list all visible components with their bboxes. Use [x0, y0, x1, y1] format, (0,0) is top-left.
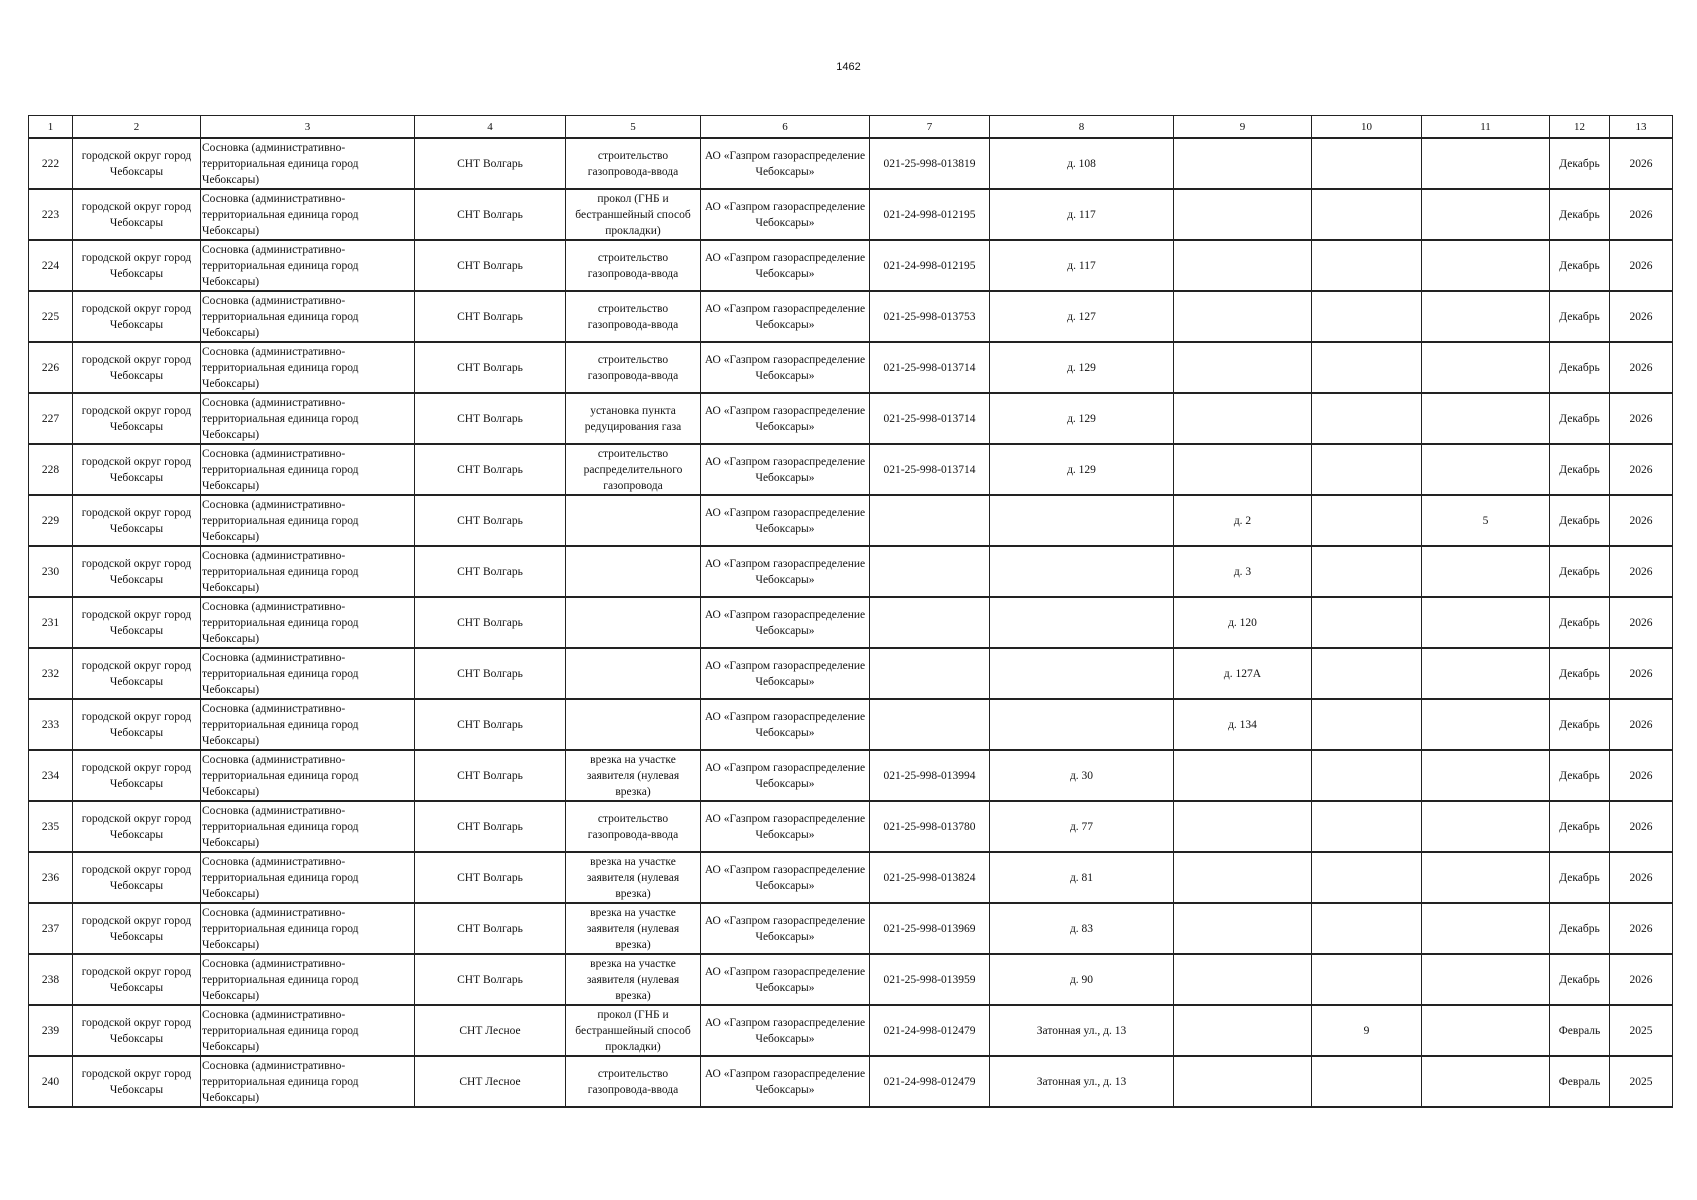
application-number-cell: 021-25-998-013819	[870, 138, 990, 189]
street-cell: СНТ Волгарь	[415, 750, 566, 801]
district-cell: городской округ город Чебоксары	[73, 546, 201, 597]
district-cell: городской округ город Чебоксары	[73, 597, 201, 648]
column-11-cell	[1422, 240, 1550, 291]
year-cell: 2026	[1610, 240, 1673, 291]
locality-cell: Сосновка (административно-территориальная единица город Чебоксары)	[201, 546, 415, 597]
column-10-cell	[1312, 852, 1422, 903]
table-row	[29, 444, 1673, 495]
work-type-cell: врезка на участке заявителя (нулевая врезка)	[566, 954, 701, 1005]
month-cell: Декабрь	[1550, 852, 1610, 903]
table-row	[29, 750, 1673, 801]
work-type-cell: строительство газопровода-ввода	[566, 801, 701, 852]
address-cell	[990, 495, 1174, 546]
column-11-cell	[1422, 291, 1550, 342]
row-number: 232	[29, 648, 73, 699]
table-row	[29, 699, 1673, 750]
column-10-cell	[1312, 648, 1422, 699]
work-type-cell: прокол (ГНБ и бестраншейный способ прокладки)	[566, 189, 701, 240]
month-cell: Декабрь	[1550, 240, 1610, 291]
organization-cell: АО «Газпром газораспределение Чебоксары»	[701, 291, 870, 342]
organization-cell: АО «Газпром газораспределение Чебоксары»	[701, 1056, 870, 1107]
locality-cell: Сосновка (административно-территориальная единица город Чебоксары)	[201, 750, 415, 801]
column-header: 12	[1550, 116, 1610, 139]
district-cell: городской округ город Чебоксары	[73, 189, 201, 240]
street-cell: СНТ Волгарь	[415, 189, 566, 240]
column-11-cell	[1422, 342, 1550, 393]
column-11-cell	[1422, 546, 1550, 597]
column-11-cell	[1422, 1056, 1550, 1107]
column-9-cell	[1174, 342, 1312, 393]
row-number: 231	[29, 597, 73, 648]
column-9-cell	[1174, 852, 1312, 903]
district-cell: городской округ город Чебоксары	[73, 801, 201, 852]
locality-cell: Сосновка (административно-территориальная единица город Чебоксары)	[201, 597, 415, 648]
work-type-cell	[566, 546, 701, 597]
column-10-cell	[1312, 240, 1422, 291]
work-type-cell	[566, 699, 701, 750]
table-row	[29, 903, 1673, 954]
street-cell: СНТ Волгарь	[415, 240, 566, 291]
column-10-cell	[1312, 699, 1422, 750]
column-10-cell	[1312, 750, 1422, 801]
address-cell: д. 129	[990, 393, 1174, 444]
column-header: 10	[1312, 116, 1422, 139]
row-number: 224	[29, 240, 73, 291]
month-cell: Декабрь	[1550, 546, 1610, 597]
street-cell: СНТ Волгарь	[415, 546, 566, 597]
application-number-cell: 021-24-998-012195	[870, 189, 990, 240]
column-9-cell	[1174, 750, 1312, 801]
row-number: 239	[29, 1005, 73, 1056]
locality-cell: Сосновка (административно-территориальная единица город Чебоксары)	[201, 291, 415, 342]
application-number-cell: 021-25-998-013969	[870, 903, 990, 954]
table-row	[29, 597, 1673, 648]
address-cell: д. 108	[990, 138, 1174, 189]
column-10-cell	[1312, 342, 1422, 393]
column-header: 1	[29, 116, 73, 139]
district-cell: городской округ город Чебоксары	[73, 648, 201, 699]
row-number: 233	[29, 699, 73, 750]
month-cell: Декабрь	[1550, 801, 1610, 852]
street-cell: СНТ Лесное	[415, 1005, 566, 1056]
column-9-cell	[1174, 954, 1312, 1005]
address-cell	[990, 648, 1174, 699]
column-9-cell	[1174, 189, 1312, 240]
column-10-cell	[1312, 138, 1422, 189]
column-header: 2	[73, 116, 201, 139]
column-header: 9	[1174, 116, 1312, 139]
locality-cell: Сосновка (административно-территориальная единица город Чебоксары)	[201, 903, 415, 954]
table-row	[29, 240, 1673, 291]
year-cell: 2026	[1610, 495, 1673, 546]
column-10-cell	[1312, 444, 1422, 495]
month-cell: Декабрь	[1550, 903, 1610, 954]
row-number: 223	[29, 189, 73, 240]
column-10-cell	[1312, 954, 1422, 1005]
organization-cell: АО «Газпром газораспределение Чебоксары»	[701, 750, 870, 801]
row-number: 237	[29, 903, 73, 954]
month-cell: Декабрь	[1550, 954, 1610, 1005]
work-type-cell	[566, 495, 701, 546]
application-number-cell	[870, 699, 990, 750]
column-10-cell	[1312, 291, 1422, 342]
row-number: 226	[29, 342, 73, 393]
data-table	[28, 115, 1673, 1108]
year-cell: 2026	[1610, 444, 1673, 495]
page-number: 1462	[836, 61, 861, 73]
address-cell: Затонная ул., д. 13	[990, 1005, 1174, 1056]
organization-cell: АО «Газпром газораспределение Чебоксары»	[701, 546, 870, 597]
locality-cell: Сосновка (административно-территориальная единица город Чебоксары)	[201, 189, 415, 240]
column-11-cell	[1422, 1005, 1550, 1056]
organization-cell: АО «Газпром газораспределение Чебоксары»	[701, 444, 870, 495]
column-10-cell	[1312, 903, 1422, 954]
street-cell: СНТ Волгарь	[415, 801, 566, 852]
address-cell: Затонная ул., д. 13	[990, 1056, 1174, 1107]
row-number: 238	[29, 954, 73, 1005]
column-11-cell	[1422, 852, 1550, 903]
locality-cell: Сосновка (административно-территориальная единица город Чебоксары)	[201, 138, 415, 189]
application-number-cell: 021-25-998-013994	[870, 750, 990, 801]
work-type-cell: установка пункта редуцирования газа	[566, 393, 701, 444]
column-9-cell	[1174, 138, 1312, 189]
street-cell: СНТ Волгарь	[415, 852, 566, 903]
district-cell: городской округ город Чебоксары	[73, 291, 201, 342]
street-cell: СНТ Волгарь	[415, 444, 566, 495]
table-row	[29, 393, 1673, 444]
month-cell: Декабрь	[1550, 342, 1610, 393]
year-cell: 2026	[1610, 750, 1673, 801]
column-10-cell	[1312, 1056, 1422, 1107]
application-number-cell: 021-25-998-013780	[870, 801, 990, 852]
locality-cell: Сосновка (административно-территориальная единица город Чебоксары)	[201, 648, 415, 699]
month-cell: Февраль	[1550, 1056, 1610, 1107]
organization-cell: АО «Газпром газораспределение Чебоксары»	[701, 852, 870, 903]
row-number: 235	[29, 801, 73, 852]
column-9-cell: д. 120	[1174, 597, 1312, 648]
address-cell	[990, 597, 1174, 648]
work-type-cell	[566, 597, 701, 648]
month-cell: Декабрь	[1550, 189, 1610, 240]
work-type-cell	[566, 648, 701, 699]
column-9-cell: д. 3	[1174, 546, 1312, 597]
locality-cell: Сосновка (административно-территориальная единица город Чебоксары)	[201, 954, 415, 1005]
organization-cell: АО «Газпром газораспределение Чебоксары»	[701, 954, 870, 1005]
column-11-cell	[1422, 699, 1550, 750]
application-number-cell: 021-24-998-012479	[870, 1056, 990, 1107]
locality-cell: Сосновка (административно-территориальная единица город Чебоксары)	[201, 801, 415, 852]
application-number-cell: 021-25-998-013824	[870, 852, 990, 903]
address-cell: д. 127	[990, 291, 1174, 342]
column-10-cell	[1312, 597, 1422, 648]
column-11-cell	[1422, 801, 1550, 852]
district-cell: городской округ город Чебоксары	[73, 495, 201, 546]
column-10-cell	[1312, 189, 1422, 240]
work-type-cell: прокол (ГНБ и бестраншейный способ прокладки)	[566, 1005, 701, 1056]
work-type-cell: строительство газопровода-ввода	[566, 342, 701, 393]
address-cell: д. 117	[990, 240, 1174, 291]
month-cell: Декабрь	[1550, 138, 1610, 189]
column-11-cell	[1422, 189, 1550, 240]
organization-cell: АО «Газпром газораспределение Чебоксары»	[701, 903, 870, 954]
street-cell: СНТ Волгарь	[415, 342, 566, 393]
column-9-cell: д. 127А	[1174, 648, 1312, 699]
street-cell: СНТ Волгарь	[415, 597, 566, 648]
column-header: 5	[566, 116, 701, 139]
column-11-cell	[1422, 393, 1550, 444]
application-number-cell	[870, 495, 990, 546]
column-9-cell	[1174, 444, 1312, 495]
district-cell: городской округ город Чебоксары	[73, 444, 201, 495]
street-cell: СНТ Волгарь	[415, 954, 566, 1005]
application-number-cell: 021-25-998-013714	[870, 393, 990, 444]
work-type-cell: врезка на участке заявителя (нулевая врезка)	[566, 852, 701, 903]
month-cell: Декабрь	[1550, 750, 1610, 801]
year-cell: 2026	[1610, 699, 1673, 750]
year-cell: 2026	[1610, 189, 1673, 240]
column-header: 11	[1422, 116, 1550, 139]
column-9-cell: д. 2	[1174, 495, 1312, 546]
column-11-cell	[1422, 648, 1550, 699]
application-number-cell: 021-24-998-012479	[870, 1005, 990, 1056]
application-number-cell	[870, 546, 990, 597]
organization-cell: АО «Газпром газораспределение Чебоксары»	[701, 138, 870, 189]
district-cell: городской округ город Чебоксары	[73, 393, 201, 444]
column-header: 7	[870, 116, 990, 139]
table-row	[29, 954, 1673, 1005]
year-cell: 2026	[1610, 903, 1673, 954]
column-11-cell	[1422, 597, 1550, 648]
locality-cell: Сосновка (административно-территориальная единица город Чебоксары)	[201, 495, 415, 546]
row-number: 225	[29, 291, 73, 342]
table-row	[29, 1005, 1673, 1056]
district-cell: городской округ город Чебоксары	[73, 1005, 201, 1056]
application-number-cell: 021-25-998-013714	[870, 444, 990, 495]
locality-cell: Сосновка (административно-территориальная единица город Чебоксары)	[201, 699, 415, 750]
organization-cell: АО «Газпром газораспределение Чебоксары»	[701, 495, 870, 546]
street-cell: СНТ Волгарь	[415, 393, 566, 444]
work-type-cell: строительство газопровода-ввода	[566, 240, 701, 291]
street-cell: СНТ Волгарь	[415, 291, 566, 342]
street-cell: СНТ Волгарь	[415, 138, 566, 189]
row-number: 229	[29, 495, 73, 546]
column-11-cell	[1422, 138, 1550, 189]
address-cell	[990, 699, 1174, 750]
table-row	[29, 138, 1673, 189]
column-10-cell	[1312, 801, 1422, 852]
column-10-cell	[1312, 393, 1422, 444]
row-number: 222	[29, 138, 73, 189]
street-cell: СНТ Волгарь	[415, 648, 566, 699]
organization-cell: АО «Газпром газораспределение Чебоксары»	[701, 240, 870, 291]
column-11-cell	[1422, 903, 1550, 954]
table-row	[29, 546, 1673, 597]
column-9-cell	[1174, 1005, 1312, 1056]
month-cell: Декабрь	[1550, 699, 1610, 750]
year-cell: 2026	[1610, 954, 1673, 1005]
row-number: 240	[29, 1056, 73, 1107]
locality-cell: Сосновка (административно-территориальная единица город Чебоксары)	[201, 342, 415, 393]
column-9-cell	[1174, 291, 1312, 342]
column-10-cell: 9	[1312, 1005, 1422, 1056]
column-11-cell	[1422, 750, 1550, 801]
header-row	[29, 116, 1673, 139]
organization-cell: АО «Газпром газораспределение Чебоксары»	[701, 342, 870, 393]
column-9-cell	[1174, 1056, 1312, 1107]
work-type-cell: строительство газопровода-ввода	[566, 138, 701, 189]
year-cell: 2025	[1610, 1005, 1673, 1056]
column-header: 8	[990, 116, 1174, 139]
column-9-cell	[1174, 903, 1312, 954]
year-cell: 2026	[1610, 597, 1673, 648]
column-11-cell: 5	[1422, 495, 1550, 546]
table-row	[29, 342, 1673, 393]
column-11-cell	[1422, 444, 1550, 495]
column-10-cell	[1312, 495, 1422, 546]
locality-cell: Сосновка (административно-территориальная единица город Чебоксары)	[201, 393, 415, 444]
district-cell: городской округ город Чебоксары	[73, 240, 201, 291]
organization-cell: АО «Газпром газораспределение Чебоксары»	[701, 801, 870, 852]
locality-cell: Сосновка (административно-территориальная единица город Чебоксары)	[201, 1005, 415, 1056]
application-number-cell	[870, 597, 990, 648]
month-cell: Февраль	[1550, 1005, 1610, 1056]
row-number: 228	[29, 444, 73, 495]
locality-cell: Сосновка (административно-территориальная единица город Чебоксары)	[201, 852, 415, 903]
address-cell: д. 83	[990, 903, 1174, 954]
column-header: 6	[701, 116, 870, 139]
work-type-cell: строительство газопровода-ввода	[566, 291, 701, 342]
district-cell: городской округ город Чебоксары	[73, 903, 201, 954]
district-cell: городской округ город Чебоксары	[73, 852, 201, 903]
organization-cell: АО «Газпром газораспределение Чебоксары»	[701, 597, 870, 648]
organization-cell: АО «Газпром газораспределение Чебоксары»	[701, 1005, 870, 1056]
application-number-cell: 021-24-998-012195	[870, 240, 990, 291]
month-cell: Декабрь	[1550, 597, 1610, 648]
table-row	[29, 495, 1673, 546]
district-cell: городской округ город Чебоксары	[73, 342, 201, 393]
table-row	[29, 189, 1673, 240]
year-cell: 2026	[1610, 342, 1673, 393]
district-cell: городской округ город Чебоксары	[73, 138, 201, 189]
locality-cell: Сосновка (административно-территориальная единица город Чебоксары)	[201, 240, 415, 291]
month-cell: Декабрь	[1550, 648, 1610, 699]
column-9-cell	[1174, 801, 1312, 852]
locality-cell: Сосновка (административно-территориальная единица город Чебоксары)	[201, 1056, 415, 1107]
year-cell: 2025	[1610, 1056, 1673, 1107]
street-cell: СНТ Волгарь	[415, 903, 566, 954]
year-cell: 2026	[1610, 546, 1673, 597]
column-10-cell	[1312, 546, 1422, 597]
column-9-cell: д. 134	[1174, 699, 1312, 750]
column-9-cell	[1174, 240, 1312, 291]
row-number: 236	[29, 852, 73, 903]
year-cell: 2026	[1610, 852, 1673, 903]
table-row	[29, 291, 1673, 342]
organization-cell: АО «Газпром газораспределение Чебоксары»	[701, 699, 870, 750]
organization-cell: АО «Газпром газораспределение Чебоксары»	[701, 189, 870, 240]
address-cell: д. 30	[990, 750, 1174, 801]
row-number: 230	[29, 546, 73, 597]
work-type-cell: строительство газопровода-ввода	[566, 1056, 701, 1107]
district-cell: городской округ город Чебоксары	[73, 1056, 201, 1107]
row-number: 234	[29, 750, 73, 801]
work-type-cell: врезка на участке заявителя (нулевая врезка)	[566, 750, 701, 801]
work-type-cell: строительство распределительного газопровода	[566, 444, 701, 495]
table-row	[29, 852, 1673, 903]
year-cell: 2026	[1610, 393, 1673, 444]
month-cell: Декабрь	[1550, 393, 1610, 444]
work-type-cell: врезка на участке заявителя (нулевая врезка)	[566, 903, 701, 954]
column-11-cell	[1422, 954, 1550, 1005]
column-header: 13	[1610, 116, 1673, 139]
district-cell: городской округ город Чебоксары	[73, 954, 201, 1005]
year-cell: 2026	[1610, 801, 1673, 852]
year-cell: 2026	[1610, 138, 1673, 189]
district-cell: городской округ город Чебоксары	[73, 750, 201, 801]
year-cell: 2026	[1610, 648, 1673, 699]
address-cell: д. 129	[990, 444, 1174, 495]
application-number-cell: 021-25-998-013714	[870, 342, 990, 393]
locality-cell: Сосновка (административно-территориальная единица город Чебоксары)	[201, 444, 415, 495]
month-cell: Декабрь	[1550, 495, 1610, 546]
address-cell: д. 90	[990, 954, 1174, 1005]
application-number-cell	[870, 648, 990, 699]
year-cell: 2026	[1610, 291, 1673, 342]
row-number: 227	[29, 393, 73, 444]
month-cell: Декабрь	[1550, 444, 1610, 495]
month-cell: Декабрь	[1550, 291, 1610, 342]
street-cell: СНТ Лесное	[415, 1056, 566, 1107]
address-cell: д. 117	[990, 189, 1174, 240]
district-cell: городской округ город Чебоксары	[73, 699, 201, 750]
street-cell: СНТ Волгарь	[415, 699, 566, 750]
table-row	[29, 648, 1673, 699]
table-row	[29, 1056, 1673, 1107]
application-number-cell: 021-25-998-013959	[870, 954, 990, 1005]
address-cell	[990, 546, 1174, 597]
table-row	[29, 801, 1673, 852]
column-header: 4	[415, 116, 566, 139]
address-cell: д. 129	[990, 342, 1174, 393]
organization-cell: АО «Газпром газораспределение Чебоксары»	[701, 393, 870, 444]
address-cell: д. 81	[990, 852, 1174, 903]
column-header: 3	[201, 116, 415, 139]
organization-cell: АО «Газпром газораспределение Чебоксары»	[701, 648, 870, 699]
application-number-cell: 021-25-998-013753	[870, 291, 990, 342]
address-cell: д. 77	[990, 801, 1174, 852]
street-cell: СНТ Волгарь	[415, 495, 566, 546]
column-9-cell	[1174, 393, 1312, 444]
